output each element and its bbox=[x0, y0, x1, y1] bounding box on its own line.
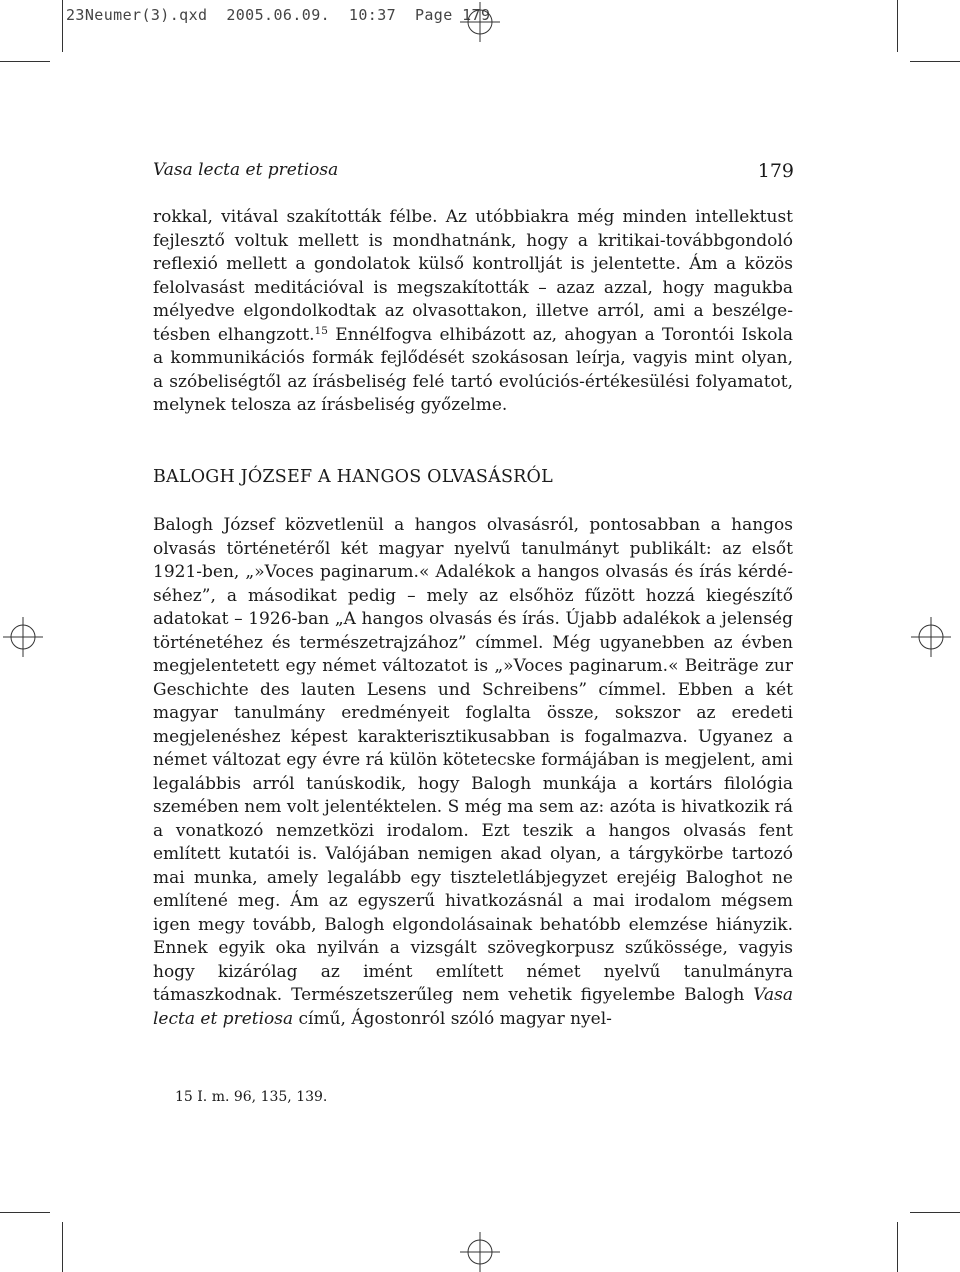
paragraph-text: rokkal, vitával szakították félbe. Az utóbbiakra még minden intellektust fejlesztő voltuk mellett is mondhatnánk, hogy a kritikai-továbbgondoló reflexió mellett a gondolatok külső kontrollját is jelentette. Ám a közös felolvasást meditációval is megszakították – azaz azzal, hogy magukba mélyedve elgondolkodtak az olvasottakon, illetve arról, ami a beszélgetésben elhangzott. bbox=[153, 207, 793, 345]
crop-mark bbox=[62, 1222, 63, 1272]
registration-mark-bottom bbox=[460, 1232, 500, 1272]
paragraph bbox=[153, 514, 793, 1031]
section-heading: BALOGH JÓZSEF A HANGOS OLVASÁSRÓL bbox=[153, 467, 553, 487]
body-text-top bbox=[153, 206, 793, 418]
crop-mark bbox=[897, 0, 898, 52]
registration-mark-left bbox=[3, 617, 43, 657]
crop-mark bbox=[0, 61, 50, 62]
crop-mark bbox=[910, 61, 960, 62]
registration-mark-right bbox=[911, 617, 951, 657]
footnote-reference: 15 bbox=[314, 324, 328, 337]
body-text-main bbox=[153, 514, 793, 1031]
crop-mark bbox=[897, 1222, 898, 1272]
paragraph-text: Balogh József közvetlenül a hangos olvasásról, pontosabban a hangos olvasás történetéről két magyar nyelvű tanulmányt publikált: az elsőt 1921-ben, „»Voces paginarum.« Adalékok a hangos olvasás és írás kérdéséhez”, a másodikat pedig – mely az elsőhöz fűzött hozzá kiegészítő adatokat – 1926-ban „A hangos olvasás és írás. Újabb adalékok a jelenség történetéhez és természetrajzához” címmel. Még ugyanebben az évben megjelentetett egy német változatot is „»Voces paginarum.« Beiträge zur Geschichte des lauten Lesens und Schreibens” címmel. Ebben a két magyar tanulmány eredményeit foglalta össze, sokszor az eredeti megjelenéshez képest karakterisztikusabban is fogalmazva. Ugyanez a német változat egy évre rá külön kötetecske formájában is megjelent, ami legalábbis arról tanúskodik, hogy Balogh munkája a kortárs filológia szemében nem volt jelentéktelen. S még ma sem az: azóta is hivatkozik rá a vonatkozó nemzetközi irodalom. Ezt teszik a hangos olvasás fent említett kutatói is. Valójában nemigen akad olyan, a tárgykörbe tartozó mai munka, amely legalább egy tiszteletlábjegyzet erejéig Baloghot ne említené meg. Ám az egyszerű hivatkozásnál a mai irodalom mégsem igen megy tovább, Balogh elgondolásainak behatóbb elemzése hiányzik. Ennek egyik oka nyilván a vizsgált szövegkorpusz szűkössége, vagyis hogy kizárólag az imént említett német nyelvű tanulmányra támaszkodnak. Természetszerűleg nem vehetik figyelembe Balogh bbox=[153, 515, 793, 1005]
paragraph bbox=[153, 206, 793, 418]
registration-mark-top bbox=[460, 2, 500, 42]
footnote: 15 I. m. 96, 135, 139. bbox=[175, 1089, 328, 1105]
crop-mark bbox=[0, 1212, 50, 1213]
paragraph-text: Ennélfogva elhibázott az, ahogyan a Torontói Iskola a kommunikációs formák fejlődését szokásosan leírja, vagyis mint olyan, a szóbeliségtől az írásbeliség felé tartó evolúciós-értékesülési folyamatot, melynek telosza az írásbeliség győzelme. bbox=[153, 324, 794, 415]
italic-work-title: Vasa lecta et pretiosa bbox=[153, 985, 793, 1029]
slug-line: 23Neumer(3).qxd 2005.06.09. 10:37 Page 179 bbox=[66, 6, 491, 24]
paragraph-text: című, Ágostonról szóló magyar nyel- bbox=[293, 1008, 612, 1029]
running-header-title: Vasa lecta et pretiosa bbox=[153, 160, 339, 180]
crop-mark bbox=[910, 1212, 960, 1213]
page-number: 179 bbox=[757, 160, 794, 182]
crop-mark bbox=[62, 0, 63, 52]
